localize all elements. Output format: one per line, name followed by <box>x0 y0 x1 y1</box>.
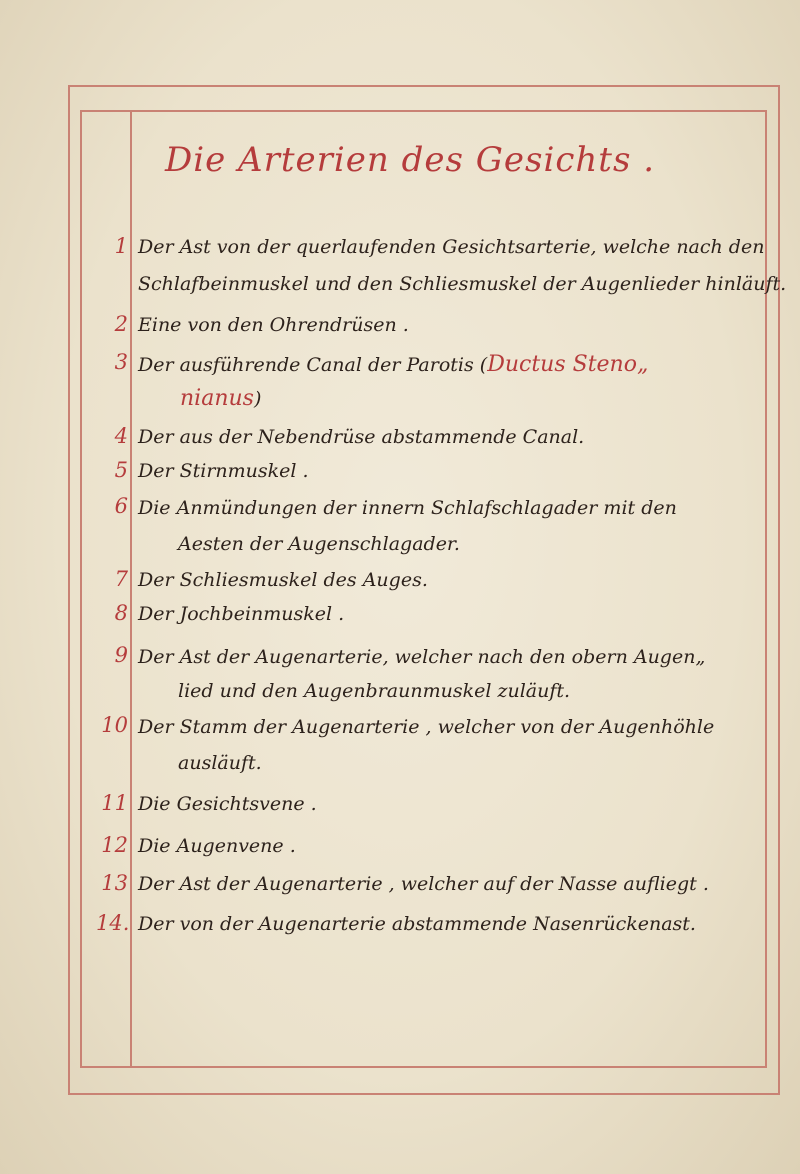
item-number: 1 <box>114 234 128 258</box>
latin-term: nianus <box>180 386 254 411</box>
item-text-part: ) <box>253 388 262 410</box>
item-text: Die Gesichtsvene . <box>138 793 317 815</box>
page-title: Die Arterien des Gesichts . <box>164 140 656 180</box>
item-number: 7 <box>114 567 128 591</box>
item-text: Der aus der Nebendrüse abstammende Canal. <box>138 426 585 448</box>
item-text: ausläuft. <box>178 752 262 774</box>
item-text: lied und den Augenbraunmuskel zuläuft. <box>178 680 571 702</box>
item-number: 3 <box>114 350 128 374</box>
item-text: Der Ast der Augenarterie , welcher auf der Nasse aufliegt . <box>138 873 709 895</box>
item-text <box>180 386 261 411</box>
item-number: 14. <box>96 911 130 935</box>
item-text: Eine von den Ohrendrüsen . <box>138 314 409 336</box>
item-text: Der Stirnmuskel . <box>138 460 309 482</box>
item-number: 5 <box>114 458 128 482</box>
item-text: Der Schliesmuskel des Auges. <box>138 569 428 591</box>
item-number: 6 <box>114 494 128 518</box>
item-number: 10 <box>101 713 128 737</box>
latin-term: Ductus Steno„ <box>487 352 649 377</box>
item-text: Der Ast von der querlaufenden Gesichtsarterie, welche nach den <box>138 236 765 258</box>
item-number: 8 <box>114 601 128 625</box>
item-text-part: Der ausführende Canal der Parotis ( <box>138 354 488 376</box>
item-number: 4 <box>114 424 128 448</box>
item-text: Der Jochbeinmuskel . <box>138 603 345 625</box>
margin-rule <box>130 110 132 1068</box>
item-text: Der von der Augenarterie abstammende Nasenrückenast. <box>138 913 696 935</box>
item-text: Die Augenvene . <box>138 835 296 857</box>
item-text <box>138 352 648 377</box>
item-text: Der Ast der Augenarterie, welcher nach den obern Augen„ <box>138 646 706 668</box>
item-text: Schlafbeinmuskel und den Schliesmuskel der Augenlieder hinläuft. <box>138 273 787 295</box>
item-number: 12 <box>101 833 128 857</box>
item-number: 2 <box>114 312 128 336</box>
item-number: 9 <box>114 643 128 667</box>
item-number: 13 <box>101 871 128 895</box>
item-text: Der Stamm der Augenarterie , welcher von der Augenhöhle <box>138 716 715 738</box>
item-text: Die Anmündungen der innern Schlafschlagader mit den <box>138 497 677 519</box>
item-text: Aesten der Augenschlagader. <box>178 533 460 555</box>
item-number: 11 <box>101 791 128 815</box>
